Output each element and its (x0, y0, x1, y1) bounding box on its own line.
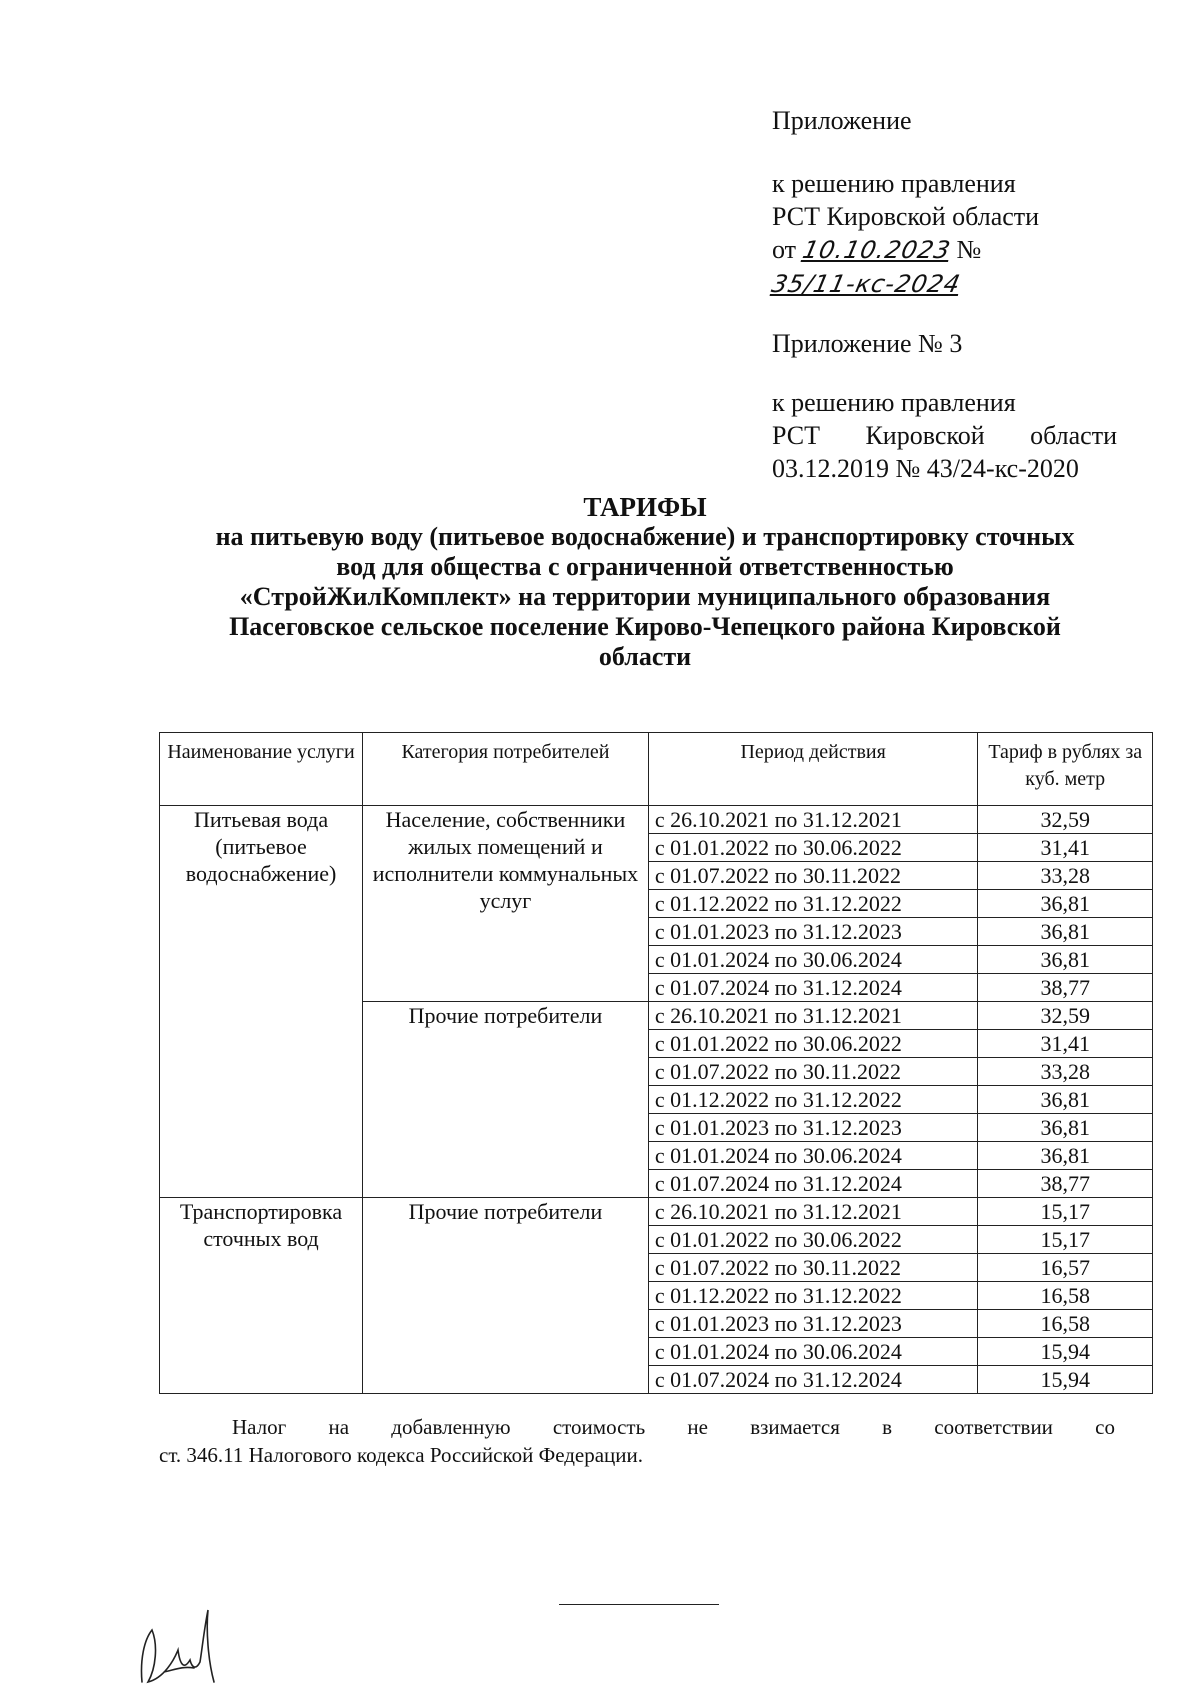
tariff-cell: 15,17 (978, 1226, 1153, 1254)
tariff-cell: 33,28 (978, 862, 1153, 890)
service-cell: Питьевая вода (питьевое водоснабжение) (160, 806, 363, 1198)
tax-note-word: в (882, 1415, 893, 1439)
period-cell: с 01.01.2022 по 30.06.2022 (648, 1226, 978, 1254)
period-cell: с 01.01.2022 по 30.06.2022 (648, 1030, 978, 1058)
tariff-cell: 36,81 (978, 946, 1153, 974)
tariff-cell: 33,28 (978, 1058, 1153, 1086)
header-tariff: Тариф в рублях за куб. метр (978, 733, 1153, 806)
tariff-cell: 15,94 (978, 1338, 1153, 1366)
title-line-4: Пасеговское сельское поселение Кирово-Чепецкого района Кировской (229, 612, 1061, 641)
annex-decision-line-2 (772, 419, 1117, 452)
title-line-3: «СтройЖилКомплект» на территории муниципального образования (239, 582, 1051, 611)
tariff-cell: 36,81 (978, 1114, 1153, 1142)
period-cell: с 01.01.2023 по 31.12.2023 (648, 1114, 978, 1142)
annex-date-line: 03.12.2019 № 43/24-кс-2020 (772, 454, 1079, 483)
tariff-cell: 16,58 (978, 1282, 1153, 1310)
tariff-cell: 38,77 (978, 1170, 1153, 1198)
decision-date-line (769, 233, 1132, 301)
period-cell: с 01.07.2024 по 31.12.2024 (648, 1170, 978, 1198)
annex-decision-line-1: к решению правления (772, 388, 1016, 417)
tariff-cell: 36,81 (978, 918, 1153, 946)
tax-note-word: Налог (232, 1415, 287, 1439)
tariff-cell: 32,59 (978, 1002, 1153, 1030)
tariff-cell: 38,77 (978, 974, 1153, 1002)
table-header-row (160, 733, 1153, 806)
handwritten-number: 35/11-кс-2024 (769, 270, 964, 298)
tariff-cell: 15,94 (978, 1366, 1153, 1394)
tax-note-word: не (687, 1415, 708, 1439)
document-title (150, 492, 1140, 672)
title-heading: ТАРИФЫ (583, 492, 707, 522)
tariff-cell: 31,41 (978, 1030, 1153, 1058)
tax-note (159, 1413, 1115, 1469)
category-cell: Прочие потребители (363, 1198, 649, 1394)
handwritten-date: 10.10.2023 (799, 236, 954, 264)
number-prefix: № (956, 235, 982, 264)
period-cell: с 26.10.2021 по 31.12.2021 (648, 1198, 978, 1226)
annex-label: Приложение № 3 (772, 329, 963, 358)
period-cell: с 01.07.2024 по 31.12.2024 (648, 1366, 978, 1394)
separator-line (559, 1604, 719, 1605)
table-row (160, 806, 1153, 834)
annex-region: области (1030, 421, 1117, 450)
header-service: Наименование услуги (160, 733, 363, 806)
date-prefix: от (772, 235, 797, 264)
period-cell: с 01.12.2022 по 31.12.2022 (648, 890, 978, 918)
period-cell: с 01.07.2022 по 30.11.2022 (648, 1058, 978, 1086)
period-cell: с 01.07.2022 по 30.11.2022 (648, 862, 978, 890)
period-cell: с 01.01.2024 по 30.06.2024 (648, 946, 978, 974)
title-line-5: области (598, 642, 692, 671)
annex-rst: РСТ (772, 421, 821, 450)
signature (134, 1590, 244, 1690)
period-cell: с 26.10.2021 по 31.12.2021 (648, 1002, 978, 1030)
period-cell: с 26.10.2021 по 31.12.2021 (648, 806, 978, 834)
period-cell: с 01.12.2022 по 31.12.2022 (648, 1086, 978, 1114)
tax-note-word: на (328, 1415, 350, 1439)
period-cell: с 01.01.2023 по 31.12.2023 (648, 918, 978, 946)
tariff-cell: 16,57 (978, 1254, 1153, 1282)
category-cell: Прочие потребители (363, 1002, 649, 1198)
tariff-table (159, 732, 1153, 1394)
service-cell: Транспортировка сточных вод (160, 1198, 363, 1394)
tariff-cell: 36,81 (978, 1086, 1153, 1114)
tax-note-word: добавленную (391, 1415, 511, 1439)
annex-kirov: Кировской (865, 421, 985, 450)
tax-note-word: стоимость (552, 1415, 646, 1439)
tariff-table-body (160, 806, 1153, 1394)
period-cell: с 01.01.2023 по 31.12.2023 (648, 1310, 978, 1338)
period-cell: с 01.07.2024 по 31.12.2024 (648, 974, 978, 1002)
period-cell: с 01.01.2024 по 30.06.2024 (648, 1142, 978, 1170)
tariff-cell: 36,81 (978, 890, 1153, 918)
period-cell: с 01.01.2024 по 30.06.2024 (648, 1338, 978, 1366)
header-period: Период действия (648, 733, 978, 806)
title-line-2: вод для общества с ограниченной ответственностью (336, 552, 954, 581)
tariff-cell: 32,59 (978, 806, 1153, 834)
table-row (160, 1198, 1153, 1226)
header-category: Категория потребителей (363, 733, 649, 806)
tax-note-word: соответствии (934, 1415, 1053, 1439)
tax-note-line-2: ст. 346.11 Налогового кодекса Российской Федерации. (159, 1443, 644, 1467)
tax-note-line-1 (159, 1413, 1115, 1441)
tax-note-word: со (1095, 1415, 1115, 1439)
appendix-label: Приложение (772, 106, 912, 135)
tariff-cell: 15,17 (978, 1198, 1153, 1226)
tariff-cell: 31,41 (978, 834, 1153, 862)
period-cell: с 01.12.2022 по 31.12.2022 (648, 1282, 978, 1310)
tax-note-word: взимается (750, 1415, 840, 1439)
decision-line-1: к решению правления (772, 169, 1016, 198)
period-cell: с 01.07.2022 по 30.11.2022 (648, 1254, 978, 1282)
tariff-cell: 36,81 (978, 1142, 1153, 1170)
tariff-cell: 16,58 (978, 1310, 1153, 1338)
decision-line-2: РСТ Кировской области (772, 202, 1040, 231)
category-cell: Население, собственники жилых помещений и исполнители коммунальных услуг (363, 806, 649, 1002)
appendix-block (769, 104, 1132, 485)
period-cell: с 01.01.2022 по 30.06.2022 (648, 834, 978, 862)
title-line-1: на питьевую воду (питьевое водоснабжение) и транспортировку сточных (215, 522, 1075, 551)
